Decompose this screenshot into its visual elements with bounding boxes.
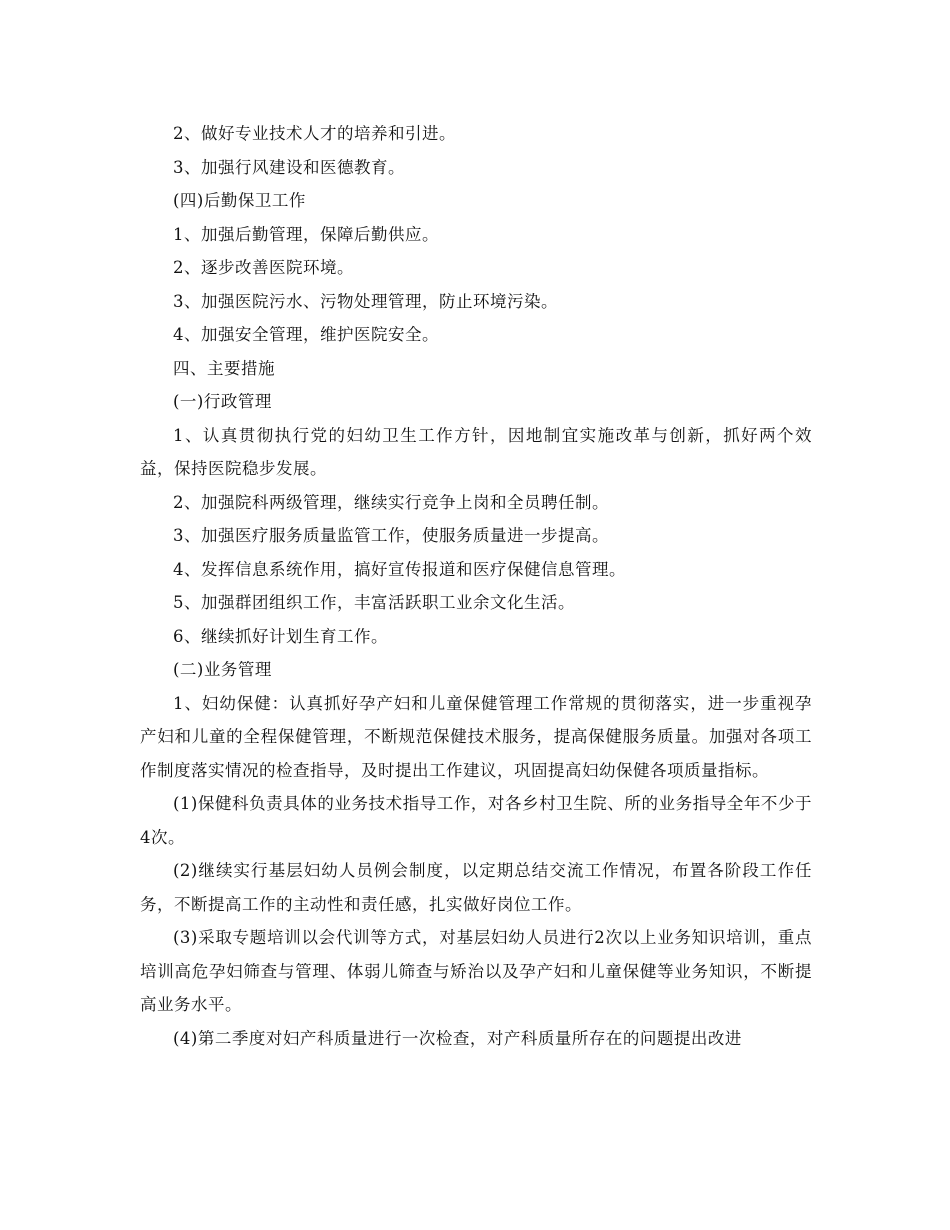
paragraph-logistics-management: 1、加强后勤管理，保障后勤供应。 <box>173 224 439 244</box>
paragraph-group-organization: 5、加强群团组织工作，丰富活跃职工业余文化生活。 <box>173 593 575 612</box>
section-heading-logistics: (四)后勤保卫工作 <box>173 191 306 210</box>
paragraph-sewage-management: 3、加强医院污水、污物处理管理，防止环境污染。 <box>173 291 558 311</box>
paragraph-item-3: (3)采取专题培训以会代训等方式，对基层妇幼人员进行2次以上业务知识培训，重点培训高危孕妇筛查与管理、体弱儿筛查与矫治以及孕产妇和儿童保健等业务知识，不断提高业务水平。 <box>140 928 812 1014</box>
paragraph-quality-supervision: 3、加强医疗服务质量监管工作，使服务质量进一步提高。 <box>173 526 609 545</box>
section-heading-main-measures: 四、主要措施 <box>173 358 275 378</box>
document-body <box>140 117 812 1055</box>
paragraph-item-1: (1)保健科负责具体的业务技术指导工作，对各乡村卫生院、所的业务指导全年不少于4次。 <box>140 794 812 847</box>
paragraph-policy-implementation: 1、认真贯彻执行党的妇幼卫生工作方针，因地制宜实施改革与创新，抓好两个效益，保持医院稳步发展。 <box>140 425 812 478</box>
paragraph-talent-training: 2、做好专业技术人才的培养和引进。 <box>173 124 456 143</box>
section-heading-administration: (一)行政管理 <box>173 392 272 411</box>
paragraph-item-4: (4)第二季度对妇产科质量进行一次检查，对产科质量所存在的问题提出改进 <box>173 1028 742 1048</box>
paragraph-information-system: 4、发挥信息系统作用，搞好宣传报道和医疗保健信息管理。 <box>173 559 626 579</box>
paragraph-maternal-child-health: 1、妇幼保健：认真抓好孕产妇和儿童保健管理工作常规的贯彻落实，进一步重视孕产妇和儿童的全程保健管理，不断规范保健技术服务，提高保健服务质量。加强对各项工作制度落实情况的检查指导，及时提出工作建议，巩固提高妇幼保健各项质量指标。 <box>140 693 812 780</box>
paragraph-hospital-environment: 2、逐步改善医院环境。 <box>173 258 354 277</box>
paragraph-family-planning: 6、继续抓好计划生育工作。 <box>173 626 388 646</box>
paragraph-safety-management: 4、加强安全管理，维护医院安全。 <box>173 325 439 344</box>
paragraph-item-2: (2)继续实行基层妇幼人员例会制度，以定期总结交流工作情况，布置各阶段工作任务，不断提高工作的主动性和责任感，扎实做好岗位工作。 <box>140 861 812 914</box>
paragraph-two-level-management: 2、加强院科两级管理，继续实行竞争上岗和全员聘任制。 <box>173 492 609 512</box>
section-heading-business-management: (二)业务管理 <box>173 660 272 679</box>
paragraph-ethics-education: 3、加强行风建设和医德教育。 <box>173 157 405 177</box>
